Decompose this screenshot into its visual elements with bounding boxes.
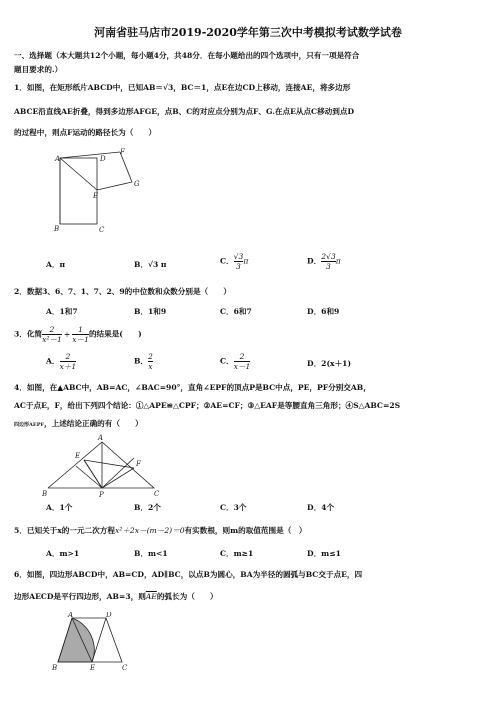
- q1-label-e: E: [93, 192, 99, 200]
- q4-option-d: D．4个: [307, 503, 335, 512]
- section-heading-line1: 一、选择题（本大题共12个小题，每小题4分，共48分．在每小题给出的四个选项中，只有一项是符合: [14, 51, 360, 60]
- q6-line1: 6．如图，四边形ABCD中，AB=CD，AD∥BC，以点B为圆心，BA为半径的圆弧与BC交于点E，四: [14, 570, 363, 579]
- q4-option-c: C．3个: [220, 503, 247, 512]
- q4-option-a: A．1个: [46, 503, 73, 512]
- q4-label-a: A: [98, 434, 104, 442]
- q3-option-c: C． $\frac{2}{x-1}$: [220, 352, 251, 371]
- q4-option-b: B．2个: [134, 503, 161, 512]
- q4-line2: AC于点E，F，给出下列四个结论：①△APE≌△CPF；②AE=CF；③△EAF是等腰直角三角形；④S△ABC=2S: [14, 401, 401, 410]
- q3-text: 3．化简 $\frac{2}{\text{x²－1}}$ ÷ $\frac{1}{x-1}$ 的结果是( ): [14, 325, 142, 344]
- q4-label-c: C: [154, 490, 160, 498]
- q4-figure: [40, 434, 165, 500]
- q4-label-e: E: [75, 452, 81, 460]
- q1-label-a: A: [55, 155, 61, 163]
- q2-option-a: A．1和7: [46, 307, 78, 316]
- q1-line1: 1．如图，在矩形纸片ABCD中，已知AB＝√3，BC＝1，点E在边CD上移动，连接AE，将多边形: [14, 83, 351, 92]
- q1-line2: ABCE沿直线AE折叠，得到多边形AFGE，点B、C的对应点分别为点F、G.在点E从点C移动到点D: [14, 107, 355, 116]
- q6-arc: $\overline{AE}$: [145, 592, 157, 601]
- q4-line1: 4．如图，在▲ABC中，AB=AC，∠BAC=90°，直角∠EPF的顶点P是BC中点，PE，PF分别交AB，: [14, 383, 371, 392]
- q1-label-f: F: [120, 148, 125, 156]
- q1-option-d: D． $\frac{2√3}{3}$ π: [307, 252, 341, 271]
- q2-option-d: D．6和9: [307, 307, 340, 316]
- q4-label-p: P: [99, 491, 104, 499]
- q2-text: 2．数据3、6、7、1、7、2、9的中位数和众数分别是（ ）: [14, 287, 231, 296]
- q1-figure: [50, 148, 150, 238]
- q5-option-a: A．m>1: [46, 549, 80, 558]
- q1-option-a: A．π: [46, 260, 66, 269]
- q3-option-a: A． $\frac{2}{x+1}$: [46, 352, 77, 371]
- q3-option-b: B． $\frac{2}{x}$: [134, 352, 153, 371]
- q6-figure: [48, 612, 138, 672]
- q6-label-d: D: [106, 612, 112, 619]
- q6-label-b: B: [52, 664, 58, 672]
- exam-title: 河南省驻马店市2019-2020学年第三次中考模拟考试数学试卷: [94, 26, 402, 39]
- q1-label-c: C: [99, 226, 105, 234]
- q5-equation: x²＋2x－(m－2)＝0: [114, 526, 185, 535]
- q6-label-a: A: [68, 612, 74, 619]
- q3-option-d: D．2(x＋1): [307, 359, 352, 368]
- q5-option-b: B．m<1: [134, 549, 168, 558]
- q1-option-c: C． $\frac{√3}{3}$ π: [220, 252, 249, 271]
- q1-label-b: B: [54, 225, 60, 233]
- q2-option-c: C．6和7: [220, 307, 252, 316]
- section-heading-line2: 题目要求的.）: [14, 65, 63, 74]
- q1-line3: 的过程中，则点F运动的路径长为（ ）: [14, 128, 157, 137]
- q6-label-e: E: [90, 664, 96, 672]
- q1-label-g: G: [134, 180, 140, 188]
- q6-line2: 边形AECD是平行四边形，AB=3，则$\overline{AE}$的弧长为（ ）: [14, 592, 218, 601]
- q5-text: 5．已知关于x的一元二次方程x²＋2x－(m－2)＝0有实数根，则m的取值范围是（ ）: [14, 526, 307, 535]
- q1-label-d: D: [100, 155, 106, 163]
- q4-label-f: F: [136, 460, 141, 468]
- q4-label-b: B: [42, 490, 48, 498]
- q5-option-c: C．m≥1: [220, 549, 254, 558]
- q6-label-c: C: [122, 664, 128, 672]
- q4-line3: 四边形AEPF，上述结论正确的有（ ）: [14, 419, 143, 428]
- q1-option-b: B．√3 π: [134, 260, 167, 269]
- q5-option-d: D．m≤1: [307, 549, 341, 558]
- q2-option-b: B．1和9: [134, 307, 167, 316]
